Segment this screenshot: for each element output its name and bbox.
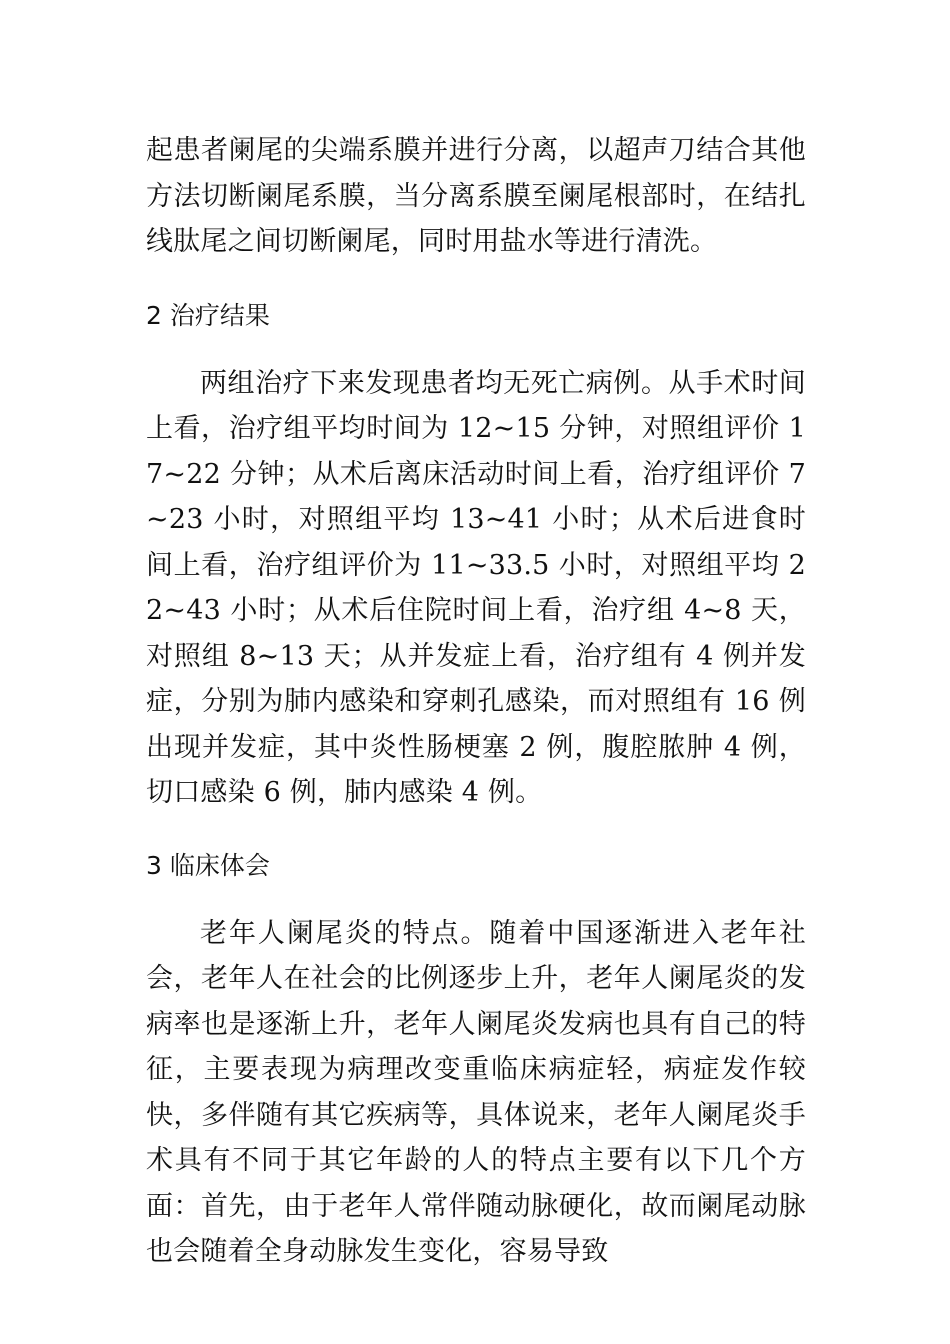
paragraph-clinical-experience: 老年人阑尾炎的特点。随着中国逐渐进入老年社会，老年人在社会的比例逐步上升，老年人阑尾炎的发病率也是逐渐上升，老年人阑尾炎发病也具有自己的特征，主要表现为病理改变重临床病症轻，病症发作较快，多伴随有其它疾病等，具体说来，老年人阑尾炎手术具有不同于其它年龄的人的特点主要有以下几个方面：首先，由于老年人常伴随动脉硬化，故而阑尾动脉也会随着全身动脉发生变化，容易导致 [146, 917, 806, 1267]
paragraph-continued: 起患者阑尾的尖端系膜并进行分离，以超声刀结合其他方法切断阑尾系膜，当分离系膜至阑尾根部时，在结扎线肽尾之间切断阑尾，同时用盐水等进行清洗。 [146, 135, 806, 257]
paragraph-treatment-results: 两组治疗下来发现患者均无死亡病例。从手术时间上看，治疗组平均时间为 12~15 分钟，对照组评价 17~22 分钟；从术后离床活动时间上看，治疗组评价 7~23 小时，对照组平均 13~41 小时；从术后进食时间上看，治疗组评价为 11~33.5 小时，对照组平均 22~43 小时；从术后住院时间上看，治疗组 4~8 天，对照组 8~13 天；从并发症上看，治疗组有 4 例并发症，分别为肺内感染和穿刺孔感染，而对照组有 16 例出现并发症，其中炎性肠梗塞 2 例，腹腔脓肿 4 例，切口感染 6 例，肺内感染 4 例。 [146, 367, 806, 808]
document-page [146, 128, 806, 1275]
section-heading-clinical-experience: 3 临床体会 [146, 850, 270, 880]
section-heading-treatment-results: 2 治疗结果 [146, 300, 270, 330]
